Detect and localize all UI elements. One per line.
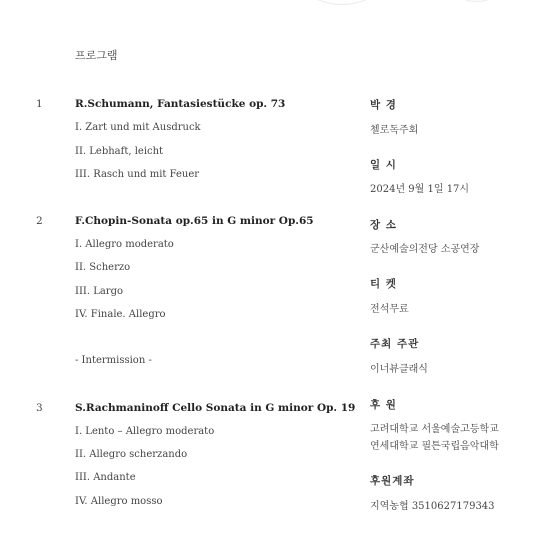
performer-label: 박 경 [370,99,397,111]
movement: III. Largo [75,286,124,297]
performer-value: 첼로독주회 [370,125,419,136]
movement: III. Rasch und mit Feuer [75,169,200,180]
venue-label: 장 소 [370,219,397,231]
datetime-label: 일 시 [370,159,397,171]
movement: II. Allegro scherzando [75,449,188,460]
sponsor-value: 고려대학교 서울예술고등학교 [370,424,499,435]
piece-number: 3 [36,402,43,414]
piece-number: 2 [36,215,43,227]
movement: III. Andante [75,472,136,483]
account-label: 후원계좌 [370,475,415,487]
movement: II. Scherzo [75,262,131,273]
piece-title: F.Chopin-Sonata op.65 in G minor Op.65 [75,215,314,227]
ticket-label: 티 켓 [370,278,397,290]
movement: I. Allegro moderato [75,239,174,250]
piece-number: 1 [36,98,43,110]
ticket-value: 전석무료 [370,304,409,315]
account-value: 지역농협 3510627179343 [370,501,495,512]
sponsor-label: 후 원 [370,399,397,411]
movement: I. Lento – Allegro moderato [75,426,215,437]
organizer-label: 주최 주관 [370,338,420,350]
piece-title: R.Schumann, Fantasiestücke op. 73 [75,98,286,110]
movement: IV. Allegro mosso [75,496,163,507]
intermission-text: - Intermission - [75,355,152,366]
decorative-flourish [300,0,530,12]
movement: I. Zart und mit Ausdruck [75,122,201,133]
program-heading: 프로그램 [75,49,118,62]
piece-title: S.Rachmaninoff Cello Sonata in G minor Op. 19 [75,402,356,414]
organizer-value: 이너뷰클래식 [370,364,428,375]
datetime-value: 2024년 9월 1일 17시 [370,184,470,195]
movement: IV. Finale. Allegro [75,309,166,320]
venue-value: 군산예술의전당 소공연장 [370,244,480,255]
movement: II. Lebhaft, leicht [75,146,164,157]
sponsor-value: 연세대학교 필튼국립음악대학 [370,441,499,452]
